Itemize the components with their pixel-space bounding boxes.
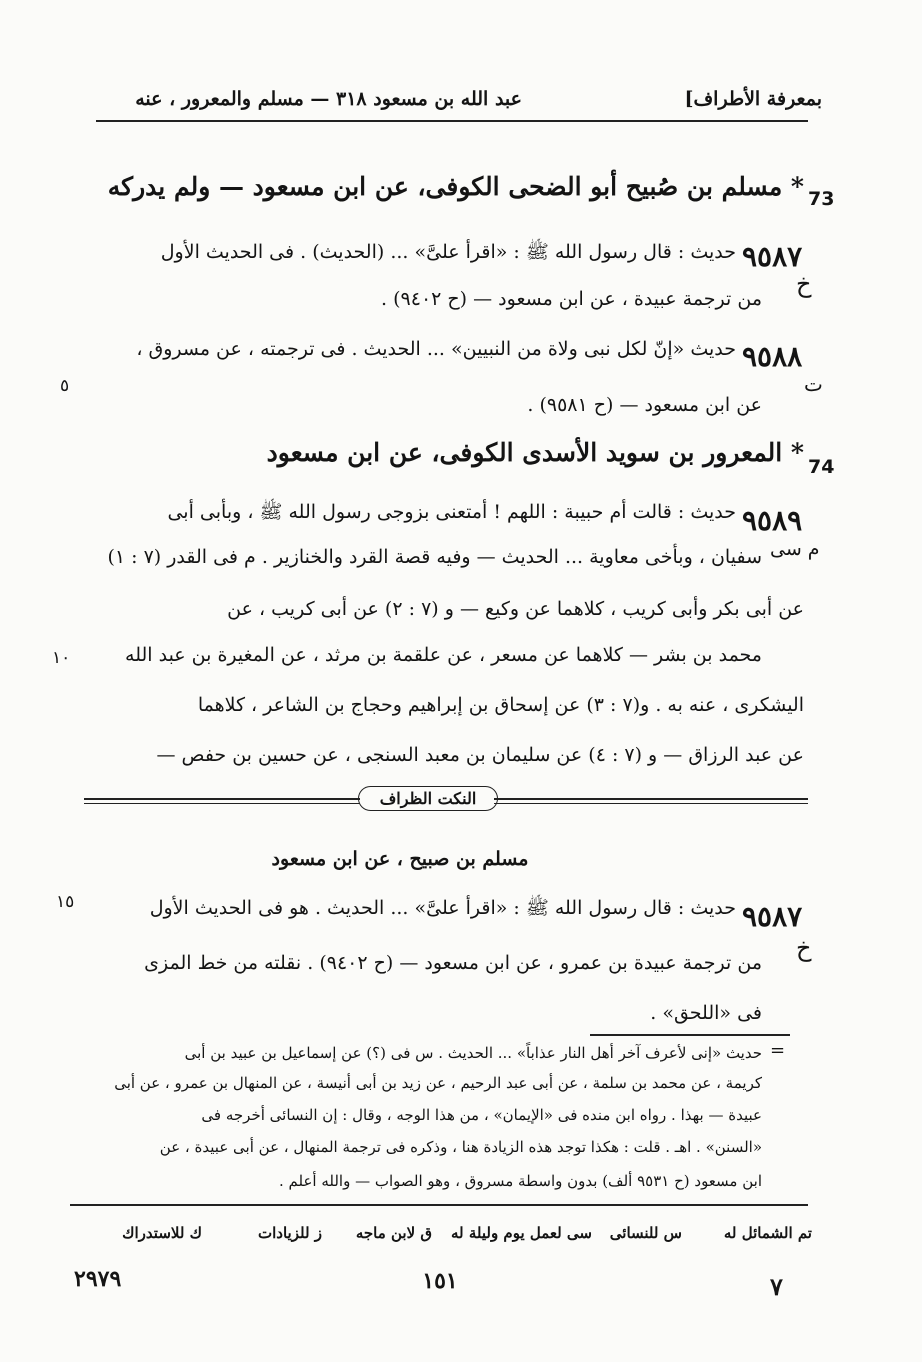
footnote-line: عبيدة — بهذا . رواه ابن منده فى «الإيمان» ، من هذا الوجه ، وقال : إن النسائى أخرجه فى [201, 1106, 762, 1124]
divider-rule [494, 803, 808, 804]
legend-item: سى لعمل يوم وليلة له [451, 1224, 592, 1242]
footnote-line: «السنن» . اهـ . قلت : هكذا توجد هذه الزيادة هنا ، وذكره فى ترجمة المنهال ، عن أبى عبيدة ، عن [159, 1138, 762, 1156]
footnote-line: ابن مسعود (ح ٩٥٣١ ألف) بدون واسطة مسروق ، وهو الصواب — والله أعلم . [278, 1172, 762, 1190]
hadith-text-line: سفيان ، وبأخى معاوية ... الحديث — وفيه قصة القرد والخنازير . م فى القدر (٧ : ١) [107, 546, 762, 568]
footnote-line: كريمة ، عن محمد بن سلمة ، عن أبى عبد الرحيم ، عن زيد بن أبى أنيسة ، عن المنهال بن عمرو ، عن أبى [114, 1074, 762, 1092]
hadith-number: ٩٥٨٧ [742, 900, 803, 933]
header-right: بمعرفة الأطراف] [684, 88, 822, 110]
hadith-text-line: فى «اللحق» . [650, 1002, 762, 1024]
hadith-text-line: حديث «إنّ لكل نبى ولاة من النبيين» ... الحديث . فى ترجمته ، عن مسروق ، [136, 338, 736, 360]
hadith-text-line: عن أبى بكر وأبى كريب ، كلاهما عن وكيع — و (٧ : ٢) عن أبى كريب ، عن [227, 598, 804, 620]
hadith-number: ٩٥٨٧ [742, 240, 803, 273]
legend-rule [70, 1204, 808, 1206]
hadith-text-line: حديث : قال رسول الله ﷺ : «اقرأ علىَّ» ... الحديث . هو فى الحديث الأول [149, 897, 736, 919]
divider-rule [84, 798, 360, 800]
divider-rule [494, 798, 808, 800]
source-code: م سى [770, 538, 820, 560]
header-center: عبد الله بن مسعود ٣١٨ — مسلم والمعرور ، عنه [135, 88, 522, 110]
source-code: خ [796, 270, 812, 298]
source-code: ت [804, 372, 823, 396]
margin-line-number: ١٠ [52, 648, 71, 668]
hadith-text-line: عن ابن مسعود — (ح ٩٥٨١) . [527, 394, 762, 416]
hadith-text-line: محمد بن بشر — كلاهما عن مسعر ، عن علقمة بن مرثد ، عن المغيرة بن عبد الله [125, 644, 762, 666]
margin-line-number: ٥ [60, 376, 70, 396]
source-code: خ [796, 934, 812, 962]
margin-line-number: ١٥ [56, 892, 75, 912]
page-number: ١٥١ [422, 1268, 458, 1294]
footnote-rule [590, 1034, 790, 1036]
hadith-text-line: حديث : قالت أم حبيبة : اللهم ! أمتعنى بزوجى رسول الله ﷺ ، وبأبى أبى [167, 501, 736, 523]
header-rule [96, 120, 808, 122]
legend-item: تم الشمائل له [723, 1224, 812, 1242]
hadith-text-line: من ترجمة عبيدة بن عمرو ، عن ابن مسعود — (ح ٩٤٠٢) . نقلته من خط المزى [144, 952, 762, 974]
entry-title: * مسلم بن صُبيح أبو الضحى الكوفى، عن ابن مسعود — ولم يدركه [107, 172, 804, 201]
hadith-text-line: حديث : قال رسول الله ﷺ : «اقرأ علىَّ» ... (الحديث) . فى الحديث الأول [160, 241, 736, 263]
legend-item: ك للاستدراك [122, 1224, 202, 1242]
hadith-number: ٩٥٨٨ [742, 340, 803, 373]
hadith-text-line: اليشكرى ، عنه به . و(٧ : ٣) عن إسحاق بن إبراهيم وحجاج بن الشاعر ، كلاهما [197, 694, 804, 716]
divider-label: النكت الظراف [358, 786, 498, 811]
entry-number: 74 [808, 456, 835, 478]
entry-number: 73 [808, 188, 835, 210]
divider-rule [84, 803, 360, 804]
hadith-text-line: من ترجمة عبيدة ، عن ابن مسعود — (ح ٩٤٠٢) . [381, 288, 762, 310]
footnote-line: حديث «إنى لأعرف آخر أهل النار عذاباً» ... الحديث . س فى (؟) عن إسماعيل بن عبيد بن أبى [184, 1044, 762, 1062]
legend-item: ق لابن ماجه [355, 1224, 432, 1242]
volume-number: ٧ [770, 1272, 783, 1301]
legend-item: ز للزيادات [258, 1224, 322, 1242]
footnote-mark: = [770, 1040, 786, 1061]
section-heading: مسلم بن صبيح ، عن ابن مسعود [271, 848, 529, 870]
entry-title: * المعرور بن سويد الأسدى الكوفى، عن ابن مسعود [266, 438, 804, 467]
legend-item: س للنسائى [609, 1224, 682, 1242]
hadith-text-line: عن عبد الرزاق — و (٧ : ٤) عن سليمان بن معبد السنجى ، عن حسين بن حفص — [156, 744, 804, 766]
hadith-number: ٩٥٨٩ [742, 504, 803, 537]
print-code: ٢٩٧٩ [74, 1266, 122, 1292]
